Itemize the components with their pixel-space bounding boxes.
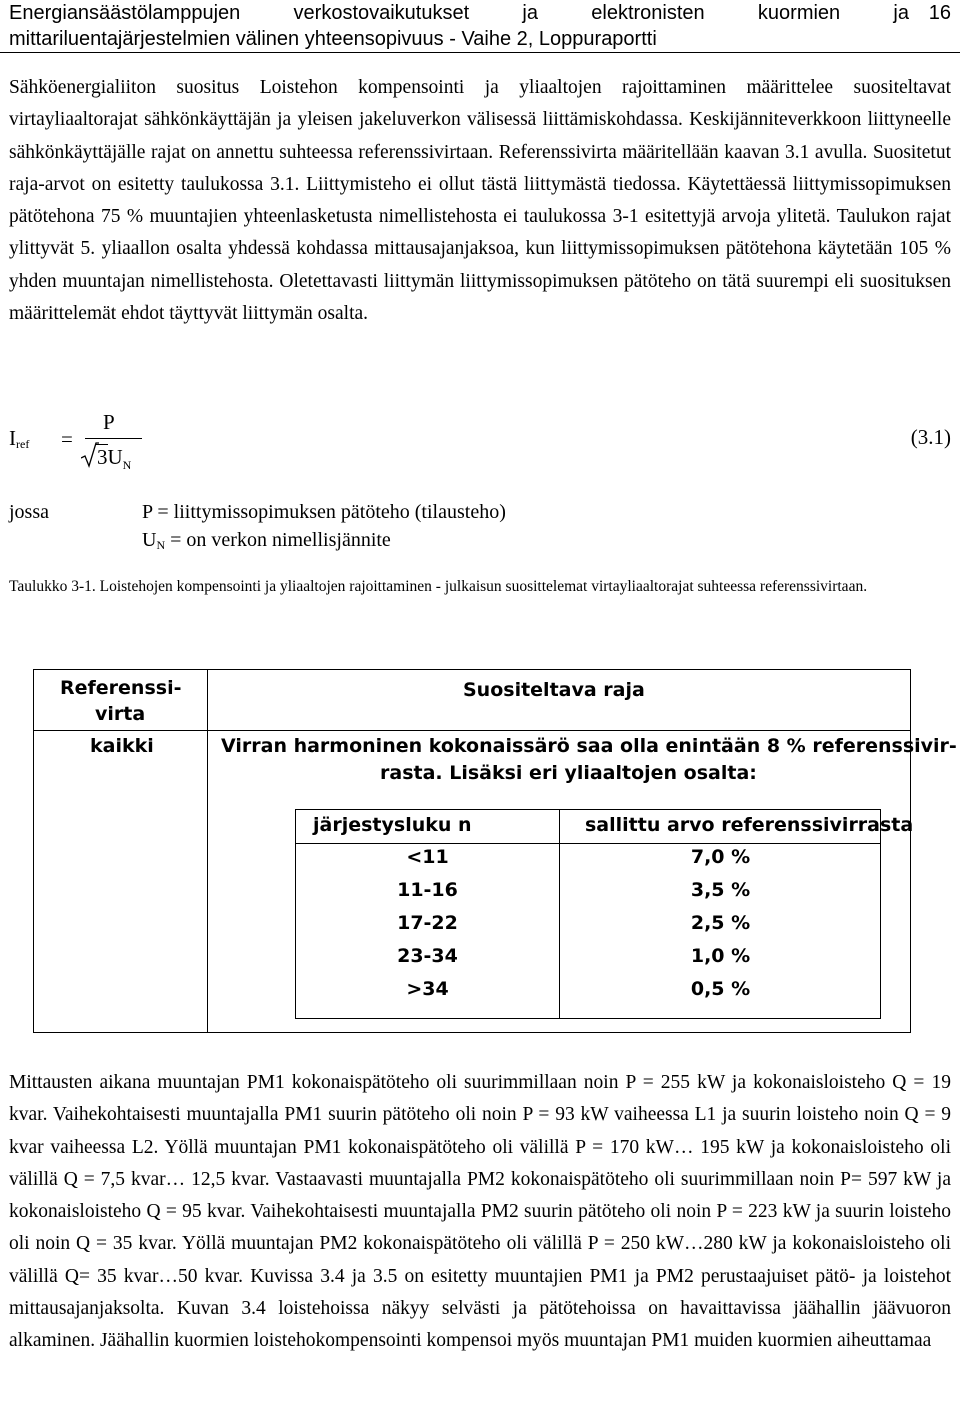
equation-lhs-symbol: I [9,426,16,450]
harmonic-limit-cell: 7,0 % [690,846,751,868]
definition-text: = liittymissopimuksen pätöteho (tilausteho) [152,501,506,523]
equation-equals: = [61,427,73,451]
table-caption: Taulukko 3-1. Loistehojen kompensointi ja yliaaltojen rajoittaminen - julkaisun suosittelemat virtayliaaltorajat suhteessa referenssivirtaan. [9,578,868,595]
harmonic-limit-cell: 0,5 % [690,978,751,1000]
definition-item [142,497,506,527]
header-line-2: mittariluentajärjestelmien välinen yhteensopivuus - Vaihe 2, Loppuraportti [9,28,657,50]
root-value: 3 [97,445,108,469]
equation-lhs [9,426,29,452]
harmonic-order-cell: 17-22 [397,912,458,934]
header-col1-line2: virta [95,703,146,725]
equation-numerator: P [103,410,115,434]
harmonic-order-cell: <11 [406,846,449,868]
header-line-1 [9,0,909,26]
page-header [9,0,951,52]
fraction-bar [85,438,142,439]
definitions-label: jossa [9,501,49,523]
definition-symbol: P [142,501,153,523]
header-word: ja [522,2,538,24]
definition-symbol: U [142,529,157,551]
header-col1-line1: Referenssi- [60,677,182,699]
equation-number: (3.1) [910,425,951,449]
limit-text-line1: Virran harmoninen kokonaissärö saa olla enintään 8 % referenssivir- [221,735,957,757]
header-word: elektronisten [591,2,705,24]
harmonic-order-cell: 11-16 [397,879,458,901]
paragraph-1: Sähköenergialiiton suositus Loistehon kompensointi ja yliaaltojen rajoittaminen määrittelee suositeltavat virtayliaaltorajat sähkönkäyttäjän ja yleisen jakeluverkon välisessä liittämiskohdassa. Keskijänniteverkkoon liittyneelle sähkönkäyttäjälle rajat on annettu suhteessa referenssivirtaan. Referenssivirta määritellään kaavan 3.1 avulla. Suositetut raja-arvot on esitetty taulukossa 3.1. Liittymisteho ei ollut tästä liittymästä tiedossa. Käytettäessä liittymissopimuksen pätötehona 75 % muuntajien yhteenlasketusta nimellistehosta ei taulukossa 3-1 esitettyjä arvoja ylitetä. Taulukon rajat ylittyvät 5. yliaallon osalta yhdessä kohdassa mittausajanjaksoa, kun liittymissopimuksen pätötehona käytetään 105 % yhden muuntajan nimellistehosta. Oletettavasti liittymän liittymissopimuksen pätöteho on tätä suurempi eli suosituksen määrittelemät ehdot täyttyvät liittymän osalta. [9,77,951,325]
limit-text-line2: rasta. Lisäksi eri yliaaltojen osalta: [380,762,757,784]
harmonic-limit-cell: 2,5 % [690,912,751,934]
recommendation-table [33,669,957,1033]
inner-header-order: järjestysluku n [313,814,472,836]
root-radicand [96,444,108,470]
harmonic-order-cell: 23-34 [397,945,458,967]
row-label: kaikki [90,735,154,757]
harmonic-limit-cell: 1,0 % [690,945,751,967]
equation-3-1 [9,408,951,478]
equation-denominator [81,442,131,473]
denominator-subscript: N [122,458,132,472]
header-rule [0,52,960,53]
inner-header-allowed: sallittu arvo referenssivirrasta [585,814,914,836]
header-word: ja [893,2,909,24]
header-word: Energiansäästölamppujen [9,2,241,24]
paragraph-2: Mittausten aikana muuntajan PM1 kokonaispätöteho oli suurimmillaan noin P = 255 kW ja kokonaisloisteho Q = 19 kvar. Vaihekohtaisesti muuntajalla PM1 suurin pätöteho oli noin P = 93 kW vaiheessa L1 ja suurin loisteho noin Q = 9 kvar vaiheessa L2. Yöllä muuntajan PM1 kokonaispätöteho oli välillä P = 170 kW… 195 kW ja kokonaisloisteho oli välillä Q = 7,5 kvar… 12,5 kvar. Vastaavasti muuntajalla PM2 kokonaispätöteho oli suurimmillaan noin P= 597 kW ja kokonaisloisteho Q = 95 kvar. Vaihekohtaisesti muuntajalla PM2 suurin pätöteho oli noin P = 223 kW ja suurin loisteho oli noin Q = 35 kvar. Yöllä muuntajan PM2 kokonaispätöteho oli välillä P = 250 kW…280 kW ja kokonaisloisteho oli välillä Q= 35 kvar…50 kvar. Kuvissa 3.4 ja 3.5 on esitetty muuntajien PM1 ja PM2 perustaajuiset pätö- ja loistehot mittausajanjaksolta. Kuvan 3.4 loistehoissa näkyy selvästi ja pätötehoissa on havaittavissa jäähallin jäävuoron alkaminen. Jäähallin kuormien loistehokompensointi kompensoi myös muuntajan PM1 muiden kuormien aiheuttamaa [9,1072,951,1352]
equation-lhs-subscript: ref [16,437,30,451]
header-word: verkostovaikutukset [293,2,470,24]
definition-text: = on verkon nimellisjännite [165,529,391,551]
harmonic-order-cell: >34 [406,978,449,1000]
page-number: 16 [928,2,951,24]
denominator-variable: U [107,445,123,469]
header-col2: Suositeltava raja [463,679,645,701]
header-word: kuormien [757,2,841,24]
definition-subscript: N [156,538,166,552]
harmonic-limit-cell: 3,5 % [690,879,751,901]
definition-item [142,525,391,560]
